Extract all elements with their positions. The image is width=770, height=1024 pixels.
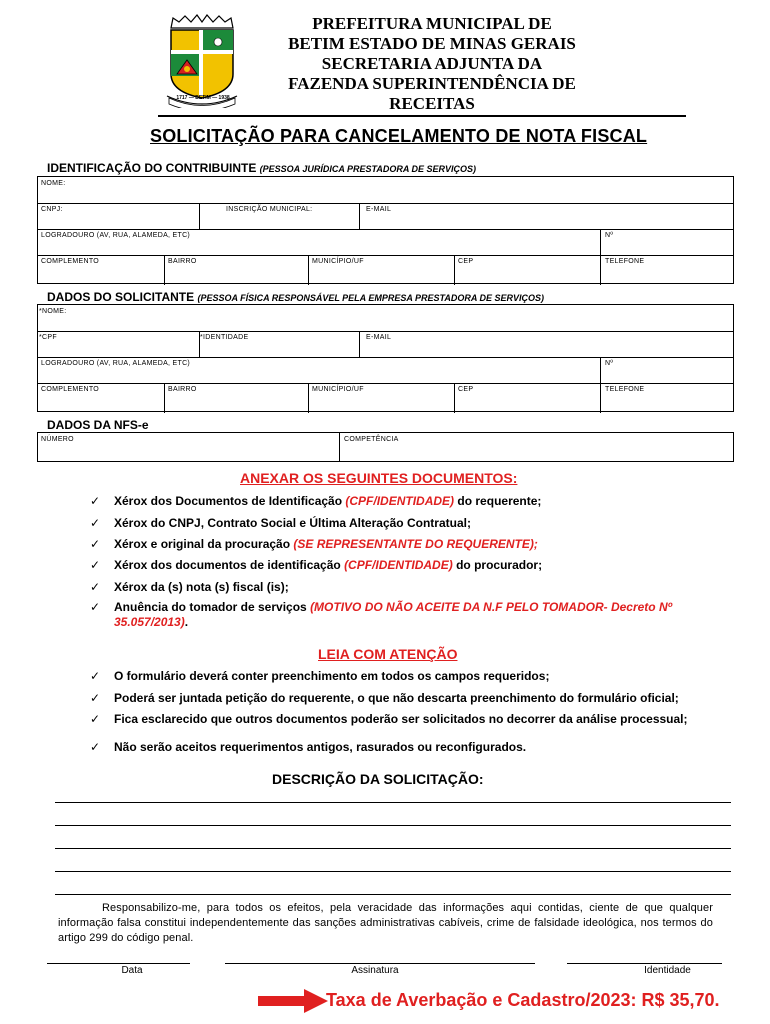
- bairro-field[interactable]: BAIRRO: [168, 258, 197, 265]
- crest-ribbon-text: 1717 — BETIM — 1938: [176, 95, 230, 101]
- logradouro-field[interactable]: LOGRADOURO (AV, RUA, ALAMEDA, ETC): [41, 232, 191, 239]
- nome-field[interactable]: *NOME:: [39, 308, 67, 315]
- checkmark-icon: ✓: [90, 600, 101, 614]
- complemento-field[interactable]: COMPLEMENTO: [41, 386, 100, 393]
- contribuinte-form: [37, 176, 734, 284]
- cep-field[interactable]: CEP: [458, 386, 474, 393]
- checkmark-icon: ✓: [90, 691, 101, 705]
- numero-field[interactable]: Nº: [605, 360, 614, 367]
- cpf-field[interactable]: *CPF: [39, 334, 57, 341]
- heading-line: BETIM ESTADO DE MINAS GERAIS: [288, 34, 576, 53]
- signature-label: Assinatura: [351, 965, 399, 976]
- institution-heading: [262, 14, 602, 114]
- email-field[interactable]: E-MAIL: [366, 334, 392, 341]
- solicitante-form: [37, 304, 734, 412]
- fee-notice: Taxa de Averbação e Cadastro/2023: R$ 35,70.: [326, 990, 720, 1010]
- form-title: SOLICITAÇÃO PARA CANCELAMENTO DE NOTA FISCAL: [150, 126, 648, 146]
- description-title: DESCRIÇÃO DA SOLICITAÇÃO:: [272, 771, 484, 787]
- numero-field[interactable]: Nº: [605, 232, 614, 239]
- email-field[interactable]: E-MAIL: [366, 206, 392, 213]
- municipio-field[interactable]: MUNICÍPIO/UF: [312, 258, 364, 265]
- responsibility-declaration: Responsabilizo-me, para todos os efeitos, pela veracidade das informações aqui contidas, ciente de que qualquer informação falsa constitui independentemente das sanções administrativas cabíveis, crime de falsidade ideológica, nos termos do artigo 299 do código penal.: [58, 902, 713, 944]
- description-line[interactable]: [55, 848, 731, 849]
- checkmark-icon: ✓: [90, 669, 101, 683]
- description-line[interactable]: [55, 825, 731, 826]
- contribuinte-title: IDENTIFICAÇÃO DO CONTRIBUINTE: [47, 161, 257, 175]
- solicitante-section-title: [47, 290, 544, 304]
- solicitante-title: DADOS DO SOLICITANTE: [47, 290, 195, 304]
- municipio-field[interactable]: MUNICÍPIO/UF: [312, 386, 364, 393]
- heading-line: RECEITAS: [389, 94, 475, 113]
- date-line[interactable]: [47, 963, 190, 964]
- nfse-numero-field[interactable]: NÚMERO: [41, 436, 74, 443]
- nome-field[interactable]: NOME:: [41, 180, 66, 187]
- solicitante-subtitle: (PESSOA FÍSICA RESPONSÁVEL PELA EMPRESA PRESTADORA DE SERVIÇOS): [197, 293, 545, 303]
- heading-line: PREFEITURA MUNICIPAL DE: [312, 14, 552, 33]
- nfse-form: [37, 432, 734, 462]
- identidade-field[interactable]: *IDENTIDADE: [200, 334, 249, 341]
- description-line[interactable]: [55, 871, 731, 872]
- contribuinte-subtitle: (PESSOA JURÍDICA PRESTADORA DE SERVIÇOS): [259, 164, 477, 174]
- nfse-competencia-field[interactable]: COMPETÊNCIA: [344, 436, 399, 443]
- inscricao-municipal-field[interactable]: INSCRIÇÃO MUNICIPAL:: [226, 206, 313, 213]
- checkmark-icon: ✓: [90, 558, 101, 572]
- checkmark-icon: ✓: [90, 712, 101, 726]
- nfse-section-title: DADOS DA NFS-e: [47, 418, 149, 432]
- checkmark-icon: ✓: [90, 740, 101, 754]
- description-line[interactable]: [55, 802, 731, 803]
- date-label: Data: [121, 965, 143, 976]
- signature-line[interactable]: [225, 963, 535, 964]
- heading-line: SECRETARIA ADJUNTA DA: [321, 54, 543, 73]
- betim-crest-logo: [163, 12, 241, 108]
- contribuinte-section-title: [47, 161, 476, 175]
- identity-line[interactable]: [567, 963, 722, 964]
- checkmark-icon: ✓: [90, 580, 101, 594]
- checkmark-icon: ✓: [90, 516, 101, 530]
- logradouro-field[interactable]: LOGRADOURO (AV, RUA, ALAMEDA, ETC): [41, 360, 191, 367]
- complemento-field[interactable]: COMPLEMENTO: [41, 258, 100, 265]
- telefone-field[interactable]: TELEFONE: [605, 386, 645, 393]
- bairro-field[interactable]: BAIRRO: [168, 386, 197, 393]
- checkmark-icon: ✓: [90, 537, 101, 551]
- arrow-right-icon: [258, 989, 328, 1013]
- checkmark-icon: ✓: [90, 494, 101, 508]
- description-line[interactable]: [55, 894, 731, 895]
- identity-label: Identidade: [644, 965, 691, 976]
- attention-title: LEIA COM ATENÇÃO: [318, 646, 458, 662]
- heading-line: FAZENDA SUPERINTENDÊNCIA DE: [288, 74, 576, 93]
- header-rule: [158, 115, 686, 117]
- cnpj-field[interactable]: CNPJ:: [41, 206, 63, 213]
- telefone-field[interactable]: TELEFONE: [605, 258, 645, 265]
- cep-field[interactable]: CEP: [458, 258, 474, 265]
- annex-title: ANEXAR OS SEGUINTES DOCUMENTOS:: [240, 470, 518, 486]
